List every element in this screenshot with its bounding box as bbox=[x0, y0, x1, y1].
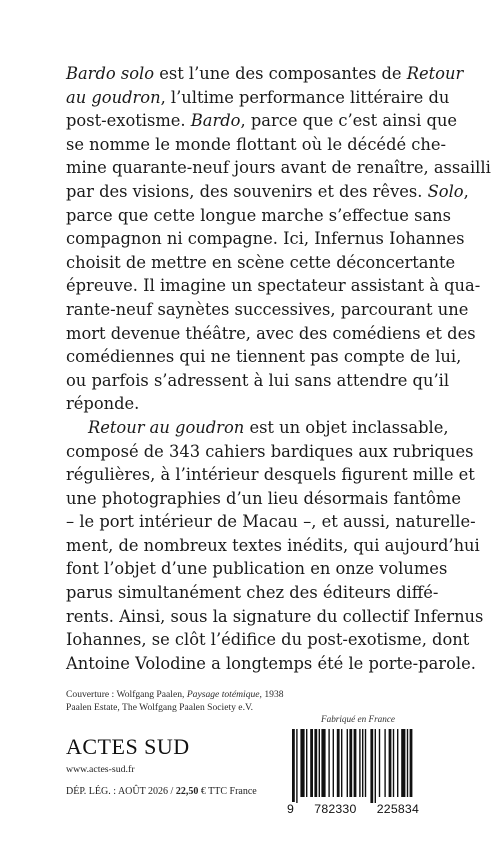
credit-line: Couverture : Wolfgang Paalen, Paysage totémique, 1938 bbox=[66, 689, 284, 700]
legal-deposit-price: DÉP. LÉG. : AOÛT 2026 / 22,50 € TTC France bbox=[66, 786, 257, 797]
text-line: font l’objet d’une publication en onze volumes bbox=[66, 559, 448, 579]
publisher-website: www.actes-sud.fr bbox=[66, 764, 135, 775]
barcode-icon bbox=[286, 727, 416, 803]
barcode-bar bbox=[341, 729, 342, 797]
text-line: se nomme le monde flottant où le décédé che- bbox=[66, 134, 447, 154]
barcode-bar bbox=[370, 729, 373, 803]
text-line: Antoine Volodine a longtemps été le porte-parole. bbox=[66, 653, 476, 673]
barcode-bar bbox=[365, 729, 366, 797]
barcode-bar bbox=[375, 729, 376, 803]
barcode-bar bbox=[389, 729, 392, 797]
barcode-bar bbox=[337, 729, 340, 797]
barcode-bar bbox=[359, 729, 360, 797]
text-line: mine quarante-neuf jours avant de renaître, assailli bbox=[66, 158, 491, 178]
barcode-bar bbox=[410, 729, 413, 797]
text-line: mort devenue théâtre, avec des comédiens et des bbox=[66, 323, 476, 343]
barcode-bar bbox=[362, 729, 363, 797]
barcode-bar bbox=[300, 729, 304, 797]
text-line: Bardo solo est l’une des composantes de Retour bbox=[66, 64, 464, 83]
barcode-bar bbox=[306, 729, 307, 797]
text-line: choisit de mettre en scène cette déconcertante bbox=[66, 252, 456, 272]
text-line: régulières, à l’intérieur desquels figurent mille et bbox=[66, 465, 475, 485]
isbn-prefix: 9 bbox=[287, 802, 295, 816]
barcode-bar bbox=[393, 729, 394, 797]
text-line: compagnon ni compagne. Ici, Infernus Iohannes bbox=[66, 229, 465, 249]
text-line: parce que cette longue marche s’effectue sans bbox=[66, 205, 451, 225]
text-line: post-exotisme. Bardo, parce que c’est ainsi que bbox=[66, 111, 458, 131]
text-line: rante-neuf saynètes successives, parcourant une bbox=[66, 299, 469, 319]
barcode-bar bbox=[333, 729, 334, 797]
text-line: réponde. bbox=[66, 394, 140, 414]
text-line: ou parfois s’adressent à lui sans attendre qu’il bbox=[66, 370, 450, 390]
barcode-bar bbox=[407, 729, 408, 797]
cover-credits bbox=[66, 688, 366, 714]
text-line: épreuve. Il imagine un spectateur assistant à qua- bbox=[66, 276, 481, 296]
text-line: par des visions, des souvenirs et des rêves. Solo, bbox=[66, 181, 469, 201]
barcode-bar bbox=[319, 729, 320, 797]
isbn-group-2: 225834 bbox=[376, 802, 419, 816]
barcode-bar bbox=[401, 729, 405, 797]
text-line: parus simultanément chez des éditeurs diffé- bbox=[66, 583, 439, 603]
text-line: Iohannes, se clôt l’édifice du post-exotisme, dont bbox=[66, 630, 470, 650]
price: 22,50 bbox=[175, 786, 199, 797]
barcode-bar bbox=[321, 729, 325, 797]
barcode-bar bbox=[384, 729, 385, 797]
text-line: une photographies d’un lieu désormais fantôme bbox=[66, 488, 462, 508]
barcode-bar bbox=[347, 729, 348, 797]
credit-line: Paalen Estate, The Wolfgang Paalen Society e.V. bbox=[66, 702, 254, 713]
isbn-group-1: 782330 bbox=[314, 802, 357, 816]
text-line: comédiennes qui ne tiennent pas compte de lui, bbox=[66, 347, 462, 367]
text-line: ment, de nombreux textes inédits, qui aujourd’hui bbox=[66, 535, 480, 555]
barcode-bar bbox=[397, 729, 398, 797]
barcode-bar bbox=[349, 729, 352, 797]
barcode-bar bbox=[296, 729, 297, 803]
isbn-number bbox=[286, 802, 420, 816]
text-line: rents. Ainsi, sous la signature du collectif Infernus bbox=[66, 606, 484, 626]
barcode-bar bbox=[379, 729, 380, 797]
text-line: Retour au goudron est un objet inclassable, bbox=[88, 417, 449, 437]
barcode-bar bbox=[310, 729, 313, 797]
text-line: – le port intérieur de Macau –, et aussi, naturelle- bbox=[66, 512, 476, 532]
barcode-bar bbox=[328, 729, 329, 797]
barcode-bar bbox=[292, 729, 295, 803]
text-line: au goudron, l’ultime performance littéraire du bbox=[66, 87, 450, 107]
back-cover-blurb bbox=[66, 62, 491, 675]
barcode-bar bbox=[314, 729, 317, 797]
text-line: composé de 343 cahiers bardiques aux rubriques bbox=[66, 441, 474, 461]
barcode-bar bbox=[354, 729, 357, 797]
publisher-logo: ACTES SUD bbox=[66, 734, 190, 759]
made-in-label: Fabriqué en France bbox=[321, 714, 395, 724]
